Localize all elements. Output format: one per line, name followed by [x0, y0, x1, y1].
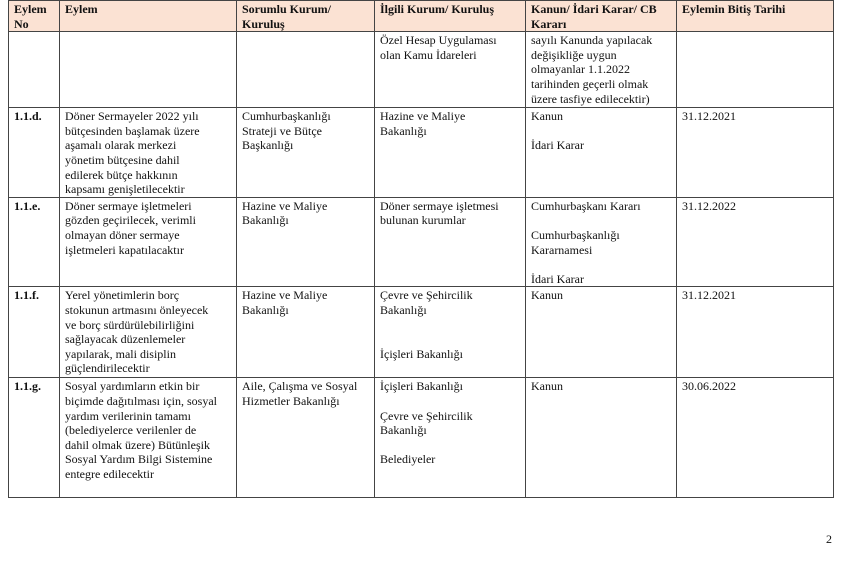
law-cell: Kanun — [526, 378, 677, 498]
action-no-cell: 1.1.g. — [9, 378, 60, 498]
related-cell: Hazine ve Maliye Bakanlığı — [375, 108, 526, 198]
table-row — [9, 108, 834, 198]
action-cell — [60, 32, 237, 108]
action-plan-table — [8, 0, 834, 498]
table-body — [9, 32, 834, 498]
responsible-cell: Cumhurbaşkanlığı Strateji ve Bütçe Başkanlığı — [237, 108, 375, 198]
action-cell: Sosyal yardımların etkin bir biçimde dağıtılması için, sosyal yardım verilerinin tamamı (belediyelerce verilenler de dahil olmak üzere) Bütünleşik Sosyal Yardım Bilgi Sistemine entegre edilecektir — [60, 378, 237, 498]
end-date-cell — [677, 32, 834, 108]
related-cell: Çevre ve Şehircilik Bakanlığı İçişleri Bakanlığı — [375, 287, 526, 378]
header-law-decision: Kanun/ İdari Karar/ CB Kararı — [526, 1, 677, 32]
table-row — [9, 378, 834, 498]
header-action-no: Eylem No — [9, 1, 60, 32]
responsible-cell: Aile, Çalışma ve Sosyal Hizmetler Bakanlığı — [237, 378, 375, 498]
responsible-cell: Hazine ve Maliye Bakanlığı — [237, 197, 375, 287]
related-cell: Özel Hesap Uygulaması olan Kamu İdareleri — [375, 32, 526, 108]
action-no-cell: 1.1.d. — [9, 108, 60, 198]
action-no-cell: 1.1.e. — [9, 197, 60, 287]
law-cell: Kanun — [526, 287, 677, 378]
header-end-date: Eylemin Bitiş Tarihi — [677, 1, 834, 32]
related-cell: İçişleri Bakanlığı Çevre ve Şehircilik Bakanlığı Belediyeler — [375, 378, 526, 498]
action-cell: Yerel yönetimlerin borç stokunun artmasını önleyecek ve borç sürdürülebilirliğini sağlayacak düzenlemeler yapılarak, mali disiplin güçlendirilecektir — [60, 287, 237, 378]
related-cell: Döner sermaye işletmesi bulunan kurumlar — [375, 197, 526, 287]
responsible-cell: Hazine ve Maliye Bakanlığı — [237, 287, 375, 378]
end-date-cell: 31.12.2021 — [677, 108, 834, 198]
action-cell: Döner Sermayeler 2022 yılı bütçesinden başlamak üzere aşamalı olarak merkezi yönetim bütçesine dahil edilerek bütçe hakkının kapsamı genişletilecektir — [60, 108, 237, 198]
action-no-cell: 1.1.f. — [9, 287, 60, 378]
header-responsible-institution: Sorumlu Kurum/ Kuruluş — [237, 1, 375, 32]
responsible-cell — [237, 32, 375, 108]
header-action: Eylem — [60, 1, 237, 32]
end-date-cell: 31.12.2021 — [677, 287, 834, 378]
law-cell: sayılı Kanunda yapılacak değişikliğe uygun olmayanlar 1.1.2022 tarihinden geçerli olmak üzere tasfiye edilecektir) — [526, 32, 677, 108]
header-row — [9, 1, 834, 32]
table-row — [9, 287, 834, 378]
end-date-cell: 30.06.2022 — [677, 378, 834, 498]
end-date-cell: 31.12.2022 — [677, 197, 834, 287]
table-header — [9, 1, 834, 32]
page-number: 2 — [826, 532, 832, 546]
law-cell: Cumhurbaşkanı Kararı Cumhurbaşkanlığı Kararnamesi İdari Karar — [526, 197, 677, 287]
header-related-institution: İlgili Kurum/ Kuruluş — [375, 1, 526, 32]
action-no-cell — [9, 32, 60, 108]
action-cell: Döner sermaye işletmeleri gözden geçirilecek, verimli olmayan döner sermaye işletmeleri kapatılacaktır — [60, 197, 237, 287]
law-cell: Kanun İdari Karar — [526, 108, 677, 198]
table-row — [9, 197, 834, 287]
table-row — [9, 32, 834, 108]
